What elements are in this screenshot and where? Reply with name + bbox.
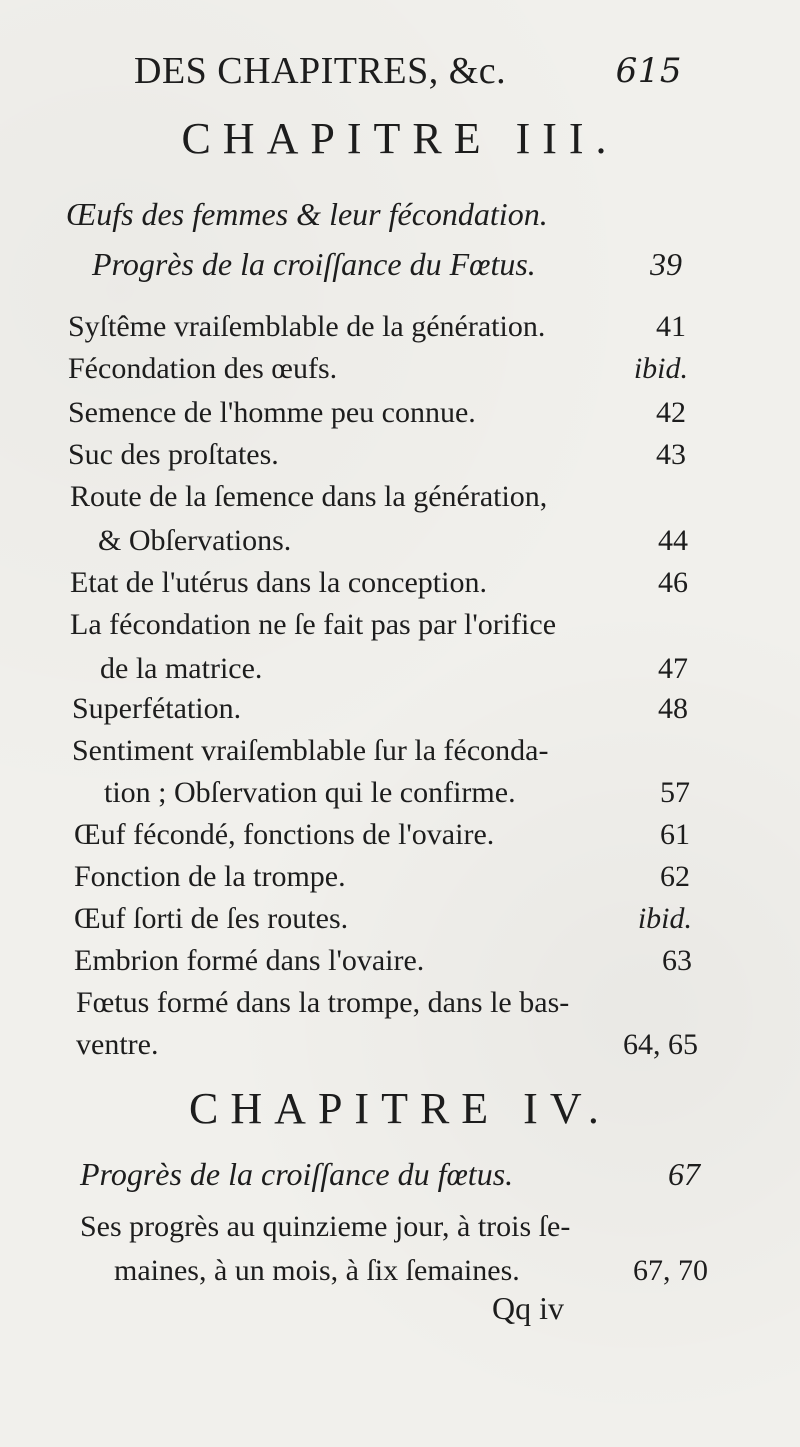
entry-page: 62 bbox=[660, 860, 690, 893]
entry-text: Œuf ſorti de ſes routes. bbox=[74, 902, 349, 935]
entry-text: tion ; Obſervation qui le confirme. bbox=[104, 776, 516, 809]
entry-page: 61 bbox=[660, 818, 690, 851]
entry-text: Embrion formé dans l'ovaire. bbox=[74, 944, 425, 977]
entry-page: 43 bbox=[656, 438, 686, 471]
toc-entry bbox=[0, 396, 800, 438]
chapter-4-title: CHAPITRE IV. bbox=[189, 1084, 611, 1133]
entry-page: 47 bbox=[658, 652, 688, 685]
toc-entry bbox=[0, 566, 800, 608]
toc-entry bbox=[0, 310, 800, 352]
running-head bbox=[134, 48, 682, 94]
toc-entry bbox=[0, 944, 800, 986]
toc-entry bbox=[0, 692, 800, 734]
entry-page: ibid. bbox=[637, 902, 692, 935]
toc-entry bbox=[0, 480, 800, 522]
toc-entry bbox=[0, 438, 800, 480]
chapter-4-heading bbox=[0, 1156, 800, 1198]
entry-text: Semence de l'homme peu connue. bbox=[68, 396, 476, 429]
entry-text: Œuf fécondé, fonctions de l'ovaire. bbox=[74, 818, 495, 851]
toc-entry bbox=[0, 352, 800, 394]
chapter-3-heading-line-1 bbox=[0, 196, 800, 238]
entry-text: ventre. bbox=[76, 1028, 159, 1061]
page-number: 615 bbox=[615, 51, 682, 91]
entry-page: ibid. bbox=[633, 352, 688, 385]
chapter-3-heading-line-2 bbox=[0, 246, 800, 288]
entry-text: La fécondation ne ſe fait pas par l'orifice bbox=[70, 608, 557, 641]
entry-text: Suc des proſtates. bbox=[68, 438, 279, 471]
entry-page: 48 bbox=[658, 692, 688, 725]
heading-text: Progrès de la croiſſance du fœtus. bbox=[80, 1156, 514, 1192]
entry-page: 64, 65 bbox=[623, 1028, 698, 1061]
entry-page: 42 bbox=[656, 396, 686, 429]
heading-text: Œufs des femmes & leur fécondation. bbox=[66, 196, 548, 232]
running-title: DES CHAPITRES, &c. bbox=[134, 50, 507, 92]
entry-text: maines, à un mois, à ſix ſemaines. bbox=[114, 1254, 520, 1287]
entry-page: 57 bbox=[660, 776, 690, 809]
entry-text: Fécondation des œufs. bbox=[68, 352, 338, 385]
toc-entry bbox=[0, 902, 800, 944]
toc-entry bbox=[0, 1254, 800, 1296]
toc-entry bbox=[0, 986, 800, 1028]
heading-page: 67 bbox=[668, 1156, 700, 1192]
entry-text: & Obſervations. bbox=[98, 524, 292, 557]
entry-text: Fœtus formé dans la trompe, dans le bas- bbox=[76, 986, 570, 1019]
entry-text: Ses progrès au quinzieme jour, à trois ſe- bbox=[80, 1210, 571, 1243]
entry-page: 44 bbox=[658, 524, 688, 557]
toc-entry bbox=[0, 776, 800, 818]
entry-text: Route de la ſemence dans la génération, bbox=[70, 480, 548, 513]
signature-mark: Qq iv bbox=[492, 1290, 564, 1326]
entry-text: Superfétation. bbox=[72, 692, 242, 725]
chapter-3-title: CHAPITRE III. bbox=[181, 114, 619, 163]
toc-entry bbox=[0, 608, 800, 650]
entry-text: de la matrice. bbox=[100, 652, 263, 685]
toc-entry bbox=[0, 524, 800, 566]
toc-entry bbox=[0, 1210, 800, 1252]
toc-entry bbox=[0, 860, 800, 902]
entry-text: Syſtême vraiſemblable de la génération. bbox=[68, 310, 546, 343]
entry-text: Fonction de la trompe. bbox=[74, 860, 346, 893]
entry-page: 63 bbox=[662, 944, 692, 977]
toc-entry bbox=[0, 1028, 800, 1070]
entry-page: 46 bbox=[658, 566, 688, 599]
entry-text: Etat de l'utérus dans la conception. bbox=[70, 566, 487, 599]
entry-page: 67, 70 bbox=[633, 1254, 708, 1287]
entry-text: Sentiment vraiſemblable ſur la féconda- bbox=[72, 734, 549, 767]
toc-entry bbox=[0, 652, 800, 694]
toc-entry bbox=[0, 734, 800, 776]
toc-entry bbox=[0, 818, 800, 860]
entry-page: 41 bbox=[656, 310, 686, 343]
heading-page: 39 bbox=[650, 246, 682, 282]
heading-text: Progrès de la croiſſance du Fœtus. bbox=[92, 246, 536, 282]
